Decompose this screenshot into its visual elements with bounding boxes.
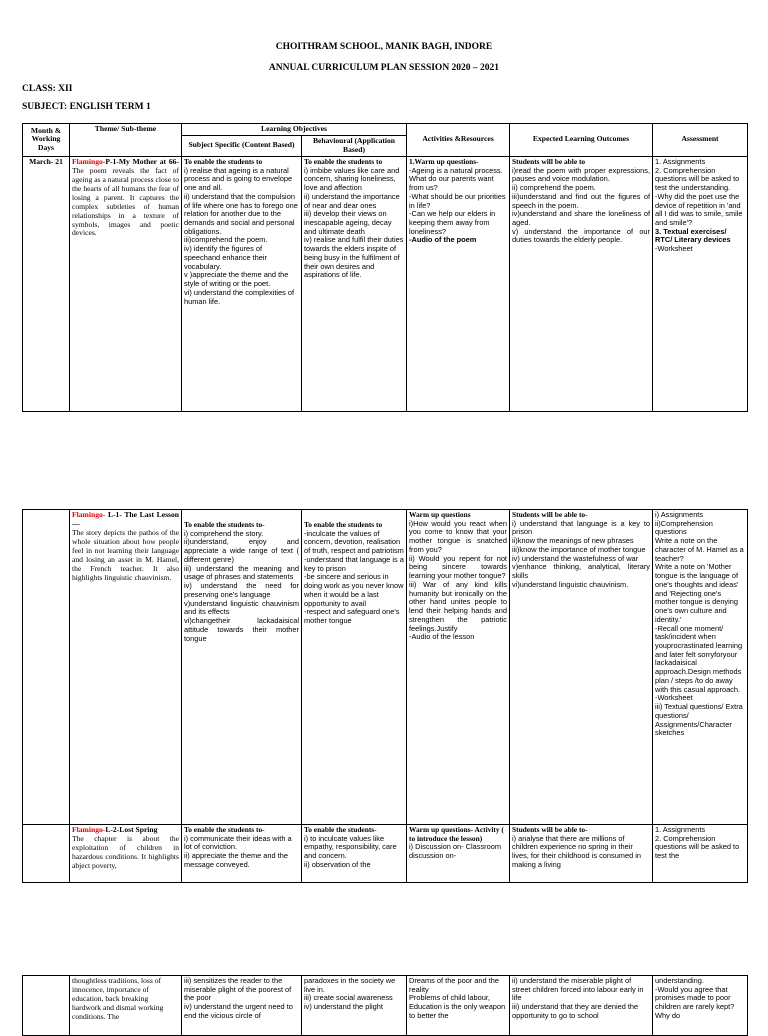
row2-assess-line: ii)Comprehension questions bbox=[655, 518, 713, 537]
row1-theme bbox=[70, 156, 182, 411]
row2-behavioural bbox=[302, 510, 407, 825]
row2-act-line: i)How would you react when you come to know that your mother tongue is snatched from you? bbox=[409, 518, 507, 554]
row1-assess-line: 2. Comprehension questions will be asked to test the understanding. bbox=[655, 165, 740, 193]
row3-theme bbox=[70, 825, 182, 883]
col-subject-specific: Subject Specific (Content Based) bbox=[182, 135, 302, 156]
row2-behav-line: -respect and safeguard one's mother tongue bbox=[304, 607, 400, 626]
row3-subject-intro: To enable the students to- bbox=[184, 825, 265, 834]
row3-assess-line: 2. Comprehension questions will be asked to test the bbox=[655, 833, 740, 861]
row3-lesson: L-2-Lost Spring bbox=[105, 825, 158, 834]
row1-behav-line: ii) understand the importance of near and dear ones bbox=[304, 191, 400, 210]
row1-act-audio: -Audio of the poem bbox=[409, 235, 477, 245]
row2-act-line: -Audio of the lesson bbox=[409, 632, 475, 642]
row2-out-line: ii)know the meanings of new phrases bbox=[512, 536, 634, 546]
row1-assess-line: 3. Textual exercises/ RTC/ Literary devices bbox=[655, 226, 731, 245]
row1-behavioural bbox=[302, 156, 407, 411]
row2-act-line: iii) War of any kind kills humanity but ironically on the other hand unites people to lend their helping hands and strengthen the patriotic feelings.Justify bbox=[409, 579, 507, 633]
row2-subject-line: i) comprehend the story. bbox=[184, 528, 264, 538]
row3-book: Flamingo- bbox=[72, 825, 106, 834]
row4-outcomes bbox=[510, 976, 653, 1036]
row2-subject-line: v)understand linguistic chauvinism and its effects bbox=[184, 598, 299, 617]
row4-behav-line: iv) understand the plight bbox=[304, 1002, 383, 1012]
row3-assessment bbox=[653, 825, 748, 883]
row2-month bbox=[23, 510, 70, 825]
row1-book: Flamingo- bbox=[72, 156, 106, 166]
row4-month bbox=[23, 976, 70, 1036]
row1-out-intro: Students will be able to bbox=[512, 156, 586, 166]
row1-act-line: -Ageing is a natural process. What do our parents want from us? bbox=[409, 165, 503, 193]
row2-assess-line: iii) Textual questions/ Extra questions/ Assignments/Character sketches bbox=[655, 702, 743, 738]
subject-label: SUBJECT: ENGLISH TERM 1 bbox=[22, 102, 151, 112]
curriculum-table-1 bbox=[22, 123, 748, 412]
row3-outcomes bbox=[510, 825, 653, 883]
row4-theme-text: thoughtless traditions, loss of innocence, importance of education, back breaking hardwork and dismal working conditions. The bbox=[72, 976, 164, 1021]
row3-subject-line: ii) appreciate the theme and the message conveyed. bbox=[184, 851, 288, 869]
row1-subject bbox=[182, 156, 302, 411]
row4-subject-line: iv) understand the urgent need to end the vicious circle of bbox=[184, 1002, 293, 1020]
row2-out-line: iv) understand the wastefulness of war bbox=[512, 553, 639, 563]
row2-subject bbox=[182, 510, 302, 825]
row2-out-line: v)enhance thinking, analytical, literary skills bbox=[512, 562, 650, 581]
row3-activities bbox=[407, 825, 510, 883]
row2-out-intro: Students will be able to- bbox=[512, 510, 588, 519]
row1-subject-line: v )appreciate the theme and the style of writing or the poet. bbox=[184, 270, 289, 289]
row3-behav-intro: To enable the students- bbox=[304, 825, 377, 834]
row1-out-line: iii)understand and find out the figures of speech in the poem. bbox=[512, 191, 651, 210]
row2-behav-intro: To enable the students to bbox=[304, 520, 383, 529]
row1-behav-intro: To enable the students to bbox=[304, 156, 383, 166]
row4-subject bbox=[182, 976, 302, 1036]
row2-behav-line: -understand that language is a key to prison bbox=[304, 554, 404, 573]
row1-activities bbox=[407, 156, 510, 411]
col-outcomes: Expected Learning Outcomes bbox=[510, 124, 653, 157]
row2-book: Flamingo- bbox=[72, 510, 106, 519]
col-theme: Theme/ Sub-theme bbox=[70, 124, 182, 157]
row2-theme-text: The story depicts the pathos of the whole situation about how people feel in not learning their language and losing an asset in M. Hamel, the French teacher. It also highlights linguistic chauvinism. bbox=[72, 527, 179, 582]
row2-subject-line: vi)changetheir lackadaisical attitude towards their mother tongue bbox=[184, 616, 299, 643]
row3-act-title: Warm up questions- Activity ( to introduce the lesson) bbox=[409, 825, 504, 843]
row2-out-line: i) understand that language is a key to prison bbox=[512, 518, 650, 537]
col-behavioural: Behavioural (Application Based) bbox=[302, 135, 407, 156]
row4-behavioural bbox=[302, 976, 407, 1036]
row2-assess-line: Write a note on the character of M. Hamel as a teacher? bbox=[655, 536, 744, 563]
row4-out-line: iii) understand that they are denied the opportunity to go to school bbox=[512, 1002, 639, 1020]
row4-behav-line: paradoxes in the society we live in. bbox=[304, 976, 396, 994]
row3-behavioural bbox=[302, 825, 407, 883]
col-activities: Activities &Resources bbox=[407, 124, 510, 157]
row1-assessment bbox=[653, 156, 748, 411]
row4-out-line: ii) understand the miserable plight of street children forced into labour early in life bbox=[512, 976, 644, 1003]
row1-subject-line: iii)comprehend the poem. bbox=[184, 235, 268, 245]
row2-outcomes bbox=[510, 510, 653, 825]
row4-assessment bbox=[653, 976, 748, 1036]
row3-subject bbox=[182, 825, 302, 883]
row2-subject-line: ii)understand, enjoy and appreciate a wide range of text ( different genre) bbox=[184, 537, 299, 564]
row3-out-line: i) analyse that there are millions of children experience no spring in their lives, for their childhood is consumed in making a living bbox=[512, 833, 641, 869]
row1-assess-line: -Why did the poet use the device of repetition in 'and all I did was to smile, smile and smile'? bbox=[655, 191, 743, 227]
row1-act-title: 1.Warm up questions- bbox=[409, 156, 479, 166]
row3-theme-text: The chapter is about the exploitation of children in hazardous conditions. It highlights abject poverty, bbox=[72, 833, 179, 870]
row2-behav-line: -be sincere and serious in doing work as you never know when it would be a last opportunity to avail bbox=[304, 572, 404, 608]
row3-assess-line: 1. Assignments bbox=[655, 825, 706, 834]
row4-subject-line: iii) sensitizes the reader to the miserable plight of the poorest of the poor bbox=[184, 976, 292, 1003]
row2-subject-line: iv) understand the need for preserving one's language bbox=[184, 581, 299, 599]
row1-out-line: v) understand the importance of our duties towards the elderly people. bbox=[512, 226, 651, 245]
row3-month bbox=[23, 825, 70, 883]
row1-act-line: -What should be our priorities in life? bbox=[409, 191, 506, 210]
row2-assess-line: -Worksheet bbox=[655, 693, 693, 703]
row2-assess-line: i) Assignments bbox=[655, 510, 704, 519]
row2-assessment bbox=[653, 510, 748, 825]
row1-subject-intro: To enable the students to bbox=[184, 156, 263, 166]
col-objectives: Learning Objectives bbox=[182, 124, 407, 136]
col-month: Month & Working Days bbox=[23, 124, 70, 157]
row2-out-line: vi)understand linguistic chauvinism. bbox=[512, 579, 629, 589]
row1-behav-line: i) imbibe values like care and concern, sharing loneliness, love and affection bbox=[304, 165, 400, 193]
row1-assess-line: -Worksheet bbox=[655, 244, 693, 254]
row1-outcomes bbox=[510, 156, 653, 411]
school-name: CHOITHRAM SCHOOL, MANIK BAGH, INDORE bbox=[275, 42, 493, 52]
row2-behav-line: -inculcate the values of concern, devotion, realisation of truth, respect and patriotism bbox=[304, 528, 404, 556]
row3-subject-line: i) communicate their ideas with a lot of conviction. bbox=[184, 833, 292, 852]
row1-act-line: -Can we help our elders in keeping them away from loneliness? bbox=[409, 209, 496, 236]
row1-behav-line: iv) realise and fulfil their duties towards the elders inspite of being busy in the fulfilment of their own desires and aspirations of life. bbox=[304, 235, 404, 280]
row3-act-line: i) Discussion on- Classroom discussion on- bbox=[409, 842, 501, 861]
curriculum-table-2 bbox=[22, 509, 748, 883]
row4-behav-line: iii) create social awareness bbox=[304, 993, 393, 1003]
row2-out-line: iii)know the importance of mother tongue bbox=[512, 544, 646, 554]
row3-behav-line: i) to inculcate values like empathy, responsibility, care and concern. bbox=[304, 833, 397, 861]
row1-subject-line: iv) identify the figures of speechand enhance their vocabulary. bbox=[184, 244, 268, 271]
row4-act-line: Problems of child labour, Education is the only weapon to better the bbox=[409, 993, 506, 1020]
plan-title: ANNUAL CURRICULUM PLAN SESSION 2020 – 2021 bbox=[268, 63, 500, 73]
row1-out-line: i)read the poem with proper expressions, pauses and voice modulation. bbox=[512, 165, 651, 184]
row1-out-line: iv)understand and share the loneliness of aged. bbox=[512, 209, 651, 227]
row1-behav-line: iii) develop their views on inescapable ageing, decay and ultimate death bbox=[304, 209, 392, 236]
row1-out-line: ii) comprehend the poem. bbox=[512, 183, 596, 193]
row3-out-intro: Students will be able to- bbox=[512, 825, 588, 834]
row1-assess-line: 1. Assignments bbox=[655, 156, 706, 166]
row2-act-title: Warm up questions bbox=[409, 510, 471, 519]
row2-subject-intro: To enable the students to- bbox=[184, 520, 265, 529]
col-assessment: Assessment bbox=[653, 124, 748, 157]
row1-subject-line: i) realise that ageing is a natural process and is going to envelope one and all. bbox=[184, 165, 293, 193]
row2-subject-line: iii) understand the meaning and usage of phrases and statements bbox=[184, 563, 299, 582]
row4-assess-line: understanding. bbox=[655, 976, 704, 985]
row4-assess-line: -Would you agree that promises made to poor children are rarely kept? Why do bbox=[655, 984, 735, 1020]
row2-assess-line: Write a note on 'Mother tongue is the language of one's thoughts and ideas' and 'Rejecting one's mother tongue is denying one's own culture and identity.' bbox=[655, 562, 739, 624]
row1-month: March- 21 bbox=[23, 156, 70, 411]
row2-act-line: ii) Would you repent for not being sincere towards learning your mother tongue? bbox=[409, 553, 507, 581]
row4-theme bbox=[70, 976, 182, 1036]
row2-activities bbox=[407, 510, 510, 825]
class-label: CLASS: XII bbox=[22, 84, 73, 94]
curriculum-table-3 bbox=[22, 975, 748, 1036]
row1-lesson: P-1-My Mother at 66- bbox=[105, 156, 179, 166]
row2-lesson: L-1- The Last Lesson— bbox=[72, 510, 179, 528]
row1-theme-text: The poem reveals the fact of ageing as a natural process close to the hearts of all humans the fear of losing a parent. It captures the complex subtleties of human relationships in a texture of symbols, images and poetic devices. bbox=[72, 165, 179, 238]
row2-theme bbox=[70, 510, 182, 825]
row4-activities bbox=[407, 976, 510, 1036]
row4-act-line: Dreams of the poor and the reality bbox=[409, 976, 499, 994]
row1-subject-line: vi) understand the complexities of human life. bbox=[184, 287, 295, 306]
row3-behav-line: ii) observation of the bbox=[304, 859, 371, 869]
row2-assess-line: -Recall one moment/ task/incident when youprocrastinated learning and later felt sorryforyour lackadaisical approach.Design methods plan / steps /to do away with this casual approach. bbox=[655, 623, 743, 694]
row1-subject-line: ii) understand that the compulsion of life where one has to forego one relation for another due to the demands and social and personal obligations. bbox=[184, 191, 298, 236]
